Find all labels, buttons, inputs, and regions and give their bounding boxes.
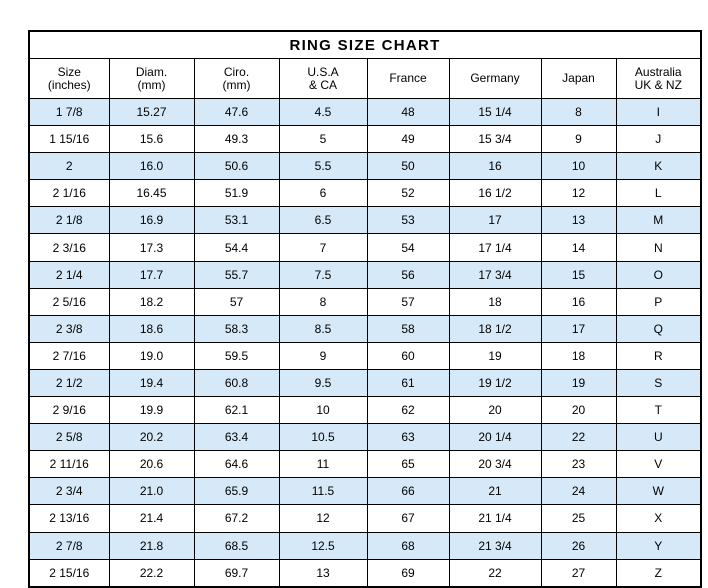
- cell-australia-uk-nz: W: [616, 478, 701, 505]
- cell-australia-uk-nz: R: [616, 342, 701, 369]
- table-row: [29, 234, 701, 261]
- cell-diameter: 16.9: [109, 207, 194, 234]
- cell-circumference: 58.3: [194, 315, 279, 342]
- table-row: [29, 342, 701, 369]
- cell-japan: 13: [541, 207, 616, 234]
- cell-france: 66: [367, 478, 449, 505]
- column-header-diameter-line2: (mm): [137, 77, 166, 92]
- cell-size: 2 5/16: [29, 288, 109, 315]
- table-row: [29, 315, 701, 342]
- cell-germany: 18: [449, 288, 541, 315]
- cell-japan: 24: [541, 478, 616, 505]
- table-row: [29, 261, 701, 288]
- cell-circumference: 69.7: [194, 559, 279, 587]
- cell-germany: 17: [449, 207, 541, 234]
- cell-japan: 15: [541, 261, 616, 288]
- cell-australia-uk-nz: X: [616, 505, 701, 532]
- cell-japan: 25: [541, 505, 616, 532]
- cell-diameter: 21.8: [109, 532, 194, 559]
- cell-usa-ca: 9.5: [279, 369, 367, 396]
- ring-size-table: [28, 30, 702, 588]
- cell-usa-ca: 8.5: [279, 315, 367, 342]
- cell-germany: 21 3/4: [449, 532, 541, 559]
- ring-size-chart: [28, 30, 680, 588]
- column-header-germany-line1: Germany: [470, 71, 520, 85]
- cell-japan: 12: [541, 180, 616, 207]
- cell-diameter: 15.6: [109, 126, 194, 153]
- table-header-row: [29, 59, 701, 99]
- cell-france: 67: [367, 505, 449, 532]
- cell-germany: 16 1/2: [449, 180, 541, 207]
- cell-japan: 26: [541, 532, 616, 559]
- chart-title-row: [29, 31, 701, 59]
- cell-diameter: 21.4: [109, 505, 194, 532]
- cell-germany: 20 1/4: [449, 424, 541, 451]
- cell-circumference: 57: [194, 288, 279, 315]
- cell-france: 61: [367, 369, 449, 396]
- cell-japan: 10: [541, 153, 616, 180]
- cell-circumference: 53.1: [194, 207, 279, 234]
- column-header-germany: [449, 59, 541, 99]
- cell-circumference: 67.2: [194, 505, 279, 532]
- cell-size: 2 13/16: [29, 505, 109, 532]
- column-header-size-line1: Size: [57, 64, 81, 79]
- cell-size: 2 3/8: [29, 315, 109, 342]
- cell-germany: 17 1/4: [449, 234, 541, 261]
- cell-germany: 15 3/4: [449, 126, 541, 153]
- cell-circumference: 50.6: [194, 153, 279, 180]
- cell-circumference: 62.1: [194, 397, 279, 424]
- cell-japan: 27: [541, 559, 616, 587]
- cell-usa-ca: 5: [279, 126, 367, 153]
- cell-diameter: 16.45: [109, 180, 194, 207]
- column-header-diameter: [109, 59, 194, 99]
- cell-diameter: 19.4: [109, 369, 194, 396]
- cell-france: 52: [367, 180, 449, 207]
- cell-circumference: 68.5: [194, 532, 279, 559]
- table-row: [29, 126, 701, 153]
- table-row: [29, 559, 701, 587]
- column-header-usa-ca-line2: & CA: [308, 77, 337, 92]
- cell-usa-ca: 10: [279, 397, 367, 424]
- cell-circumference: 51.9: [194, 180, 279, 207]
- column-header-usa-ca-line1: U.S.A: [307, 64, 339, 79]
- cell-germany: 21 1/4: [449, 505, 541, 532]
- cell-australia-uk-nz: L: [616, 180, 701, 207]
- cell-france: 56: [367, 261, 449, 288]
- column-header-circumference: [194, 59, 279, 99]
- cell-circumference: 47.6: [194, 99, 279, 126]
- cell-australia-uk-nz: M: [616, 207, 701, 234]
- cell-diameter: 20.6: [109, 451, 194, 478]
- cell-usa-ca: 7.5: [279, 261, 367, 288]
- cell-size: 2 11/16: [29, 451, 109, 478]
- cell-diameter: 17.3: [109, 234, 194, 261]
- cell-usa-ca: 11.5: [279, 478, 367, 505]
- cell-france: 53: [367, 207, 449, 234]
- cell-australia-uk-nz: T: [616, 397, 701, 424]
- cell-japan: 8: [541, 99, 616, 126]
- cell-circumference: 59.5: [194, 342, 279, 369]
- cell-australia-uk-nz: O: [616, 261, 701, 288]
- table-row: [29, 180, 701, 207]
- cell-australia-uk-nz: S: [616, 369, 701, 396]
- cell-australia-uk-nz: P: [616, 288, 701, 315]
- table-row: [29, 424, 701, 451]
- cell-australia-uk-nz: Q: [616, 315, 701, 342]
- cell-france: 50: [367, 153, 449, 180]
- cell-japan: 20: [541, 397, 616, 424]
- cell-circumference: 65.9: [194, 478, 279, 505]
- cell-japan: 22: [541, 424, 616, 451]
- cell-diameter: 15.27: [109, 99, 194, 126]
- table-row: [29, 153, 701, 180]
- cell-germany: 22: [449, 559, 541, 587]
- cell-diameter: 22.2: [109, 559, 194, 587]
- cell-size: 2 5/8: [29, 424, 109, 451]
- cell-japan: 23: [541, 451, 616, 478]
- cell-size: 2 7/8: [29, 532, 109, 559]
- cell-circumference: 54.4: [194, 234, 279, 261]
- cell-france: 68: [367, 532, 449, 559]
- cell-france: 63: [367, 424, 449, 451]
- column-header-diameter-line1: Diam.: [135, 64, 168, 79]
- cell-size: 2 15/16: [29, 559, 109, 587]
- cell-japan: 14: [541, 234, 616, 261]
- cell-diameter: 19.9: [109, 397, 194, 424]
- cell-australia-uk-nz: V: [616, 451, 701, 478]
- cell-germany: 17 3/4: [449, 261, 541, 288]
- cell-size: 1 15/16: [29, 126, 109, 153]
- cell-usa-ca: 7: [279, 234, 367, 261]
- cell-australia-uk-nz: U: [616, 424, 701, 451]
- cell-france: 54: [367, 234, 449, 261]
- table-row: [29, 451, 701, 478]
- cell-france: 65: [367, 451, 449, 478]
- column-header-france: [367, 59, 449, 99]
- cell-germany: 18 1/2: [449, 315, 541, 342]
- column-header-japan: [541, 59, 616, 99]
- cell-australia-uk-nz: I: [616, 99, 701, 126]
- cell-australia-uk-nz: Z: [616, 559, 701, 587]
- cell-diameter: 20.2: [109, 424, 194, 451]
- cell-france: 57: [367, 288, 449, 315]
- cell-usa-ca: 9: [279, 342, 367, 369]
- cell-australia-uk-nz: N: [616, 234, 701, 261]
- cell-size: 2 9/16: [29, 397, 109, 424]
- column-header-australia-line1: Australia: [634, 64, 682, 79]
- cell-size: 2: [29, 153, 109, 180]
- cell-japan: 9: [541, 126, 616, 153]
- cell-size: 1 7/8: [29, 99, 109, 126]
- cell-usa-ca: 6: [279, 180, 367, 207]
- cell-japan: 18: [541, 342, 616, 369]
- column-header-france-line1: France: [389, 71, 427, 85]
- cell-japan: 17: [541, 315, 616, 342]
- cell-diameter: 21.0: [109, 478, 194, 505]
- cell-usa-ca: 6.5: [279, 207, 367, 234]
- cell-france: 49: [367, 126, 449, 153]
- cell-circumference: 63.4: [194, 424, 279, 451]
- cell-france: 48: [367, 99, 449, 126]
- column-header-circumference-line1: Ciro.: [223, 64, 250, 79]
- cell-usa-ca: 12: [279, 505, 367, 532]
- cell-diameter: 18.2: [109, 288, 194, 315]
- cell-diameter: 19.0: [109, 342, 194, 369]
- cell-germany: 20: [449, 397, 541, 424]
- cell-germany: 15 1/4: [449, 99, 541, 126]
- cell-diameter: 16.0: [109, 153, 194, 180]
- column-header-circumference-line2: (mm): [222, 77, 251, 92]
- column-header-usa-ca: [279, 59, 367, 99]
- cell-usa-ca: 11: [279, 451, 367, 478]
- table-row: [29, 397, 701, 424]
- cell-france: 69: [367, 559, 449, 587]
- cell-france: 60: [367, 342, 449, 369]
- cell-usa-ca: 5.5: [279, 153, 367, 180]
- cell-size: 2 1/2: [29, 369, 109, 396]
- cell-size: 2 3/16: [29, 234, 109, 261]
- cell-circumference: 64.6: [194, 451, 279, 478]
- column-header-australia-uk-nz: [616, 59, 701, 99]
- cell-france: 62: [367, 397, 449, 424]
- table-row: [29, 207, 701, 234]
- cell-germany: 19: [449, 342, 541, 369]
- cell-size: 2 3/4: [29, 478, 109, 505]
- cell-circumference: 60.8: [194, 369, 279, 396]
- cell-germany: 21: [449, 478, 541, 505]
- chart-title: RING SIZE CHART: [29, 31, 701, 59]
- cell-usa-ca: 4.5: [279, 99, 367, 126]
- cell-japan: 16: [541, 288, 616, 315]
- cell-usa-ca: 13: [279, 559, 367, 587]
- cell-germany: 20 3/4: [449, 451, 541, 478]
- cell-germany: 16: [449, 153, 541, 180]
- table-row: [29, 532, 701, 559]
- cell-size: 2 1/4: [29, 261, 109, 288]
- cell-diameter: 17.7: [109, 261, 194, 288]
- cell-circumference: 49.3: [194, 126, 279, 153]
- column-header-australia-line2: UK & NZ: [634, 77, 682, 92]
- cell-germany: 19 1/2: [449, 369, 541, 396]
- table-row: [29, 505, 701, 532]
- table-row: [29, 288, 701, 315]
- cell-australia-uk-nz: K: [616, 153, 701, 180]
- cell-size: 2 7/16: [29, 342, 109, 369]
- cell-australia-uk-nz: Y: [616, 532, 701, 559]
- column-header-japan-line1: Japan: [562, 71, 595, 85]
- cell-japan: 19: [541, 369, 616, 396]
- cell-diameter: 18.6: [109, 315, 194, 342]
- cell-usa-ca: 10.5: [279, 424, 367, 451]
- cell-size: 2 1/16: [29, 180, 109, 207]
- table-row: [29, 369, 701, 396]
- cell-circumference: 55.7: [194, 261, 279, 288]
- column-header-size-line2: (inches): [47, 77, 91, 92]
- cell-france: 58: [367, 315, 449, 342]
- cell-usa-ca: 8: [279, 288, 367, 315]
- cell-usa-ca: 12.5: [279, 532, 367, 559]
- table-row: [29, 99, 701, 126]
- cell-size: 2 1/8: [29, 207, 109, 234]
- column-header-size: [29, 59, 109, 99]
- table-row: [29, 478, 701, 505]
- cell-australia-uk-nz: J: [616, 126, 701, 153]
